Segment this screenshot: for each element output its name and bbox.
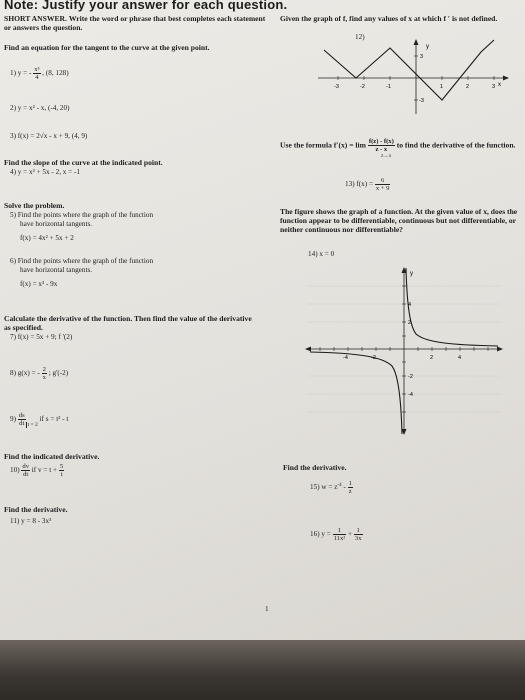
- q10-fraction2: [59, 463, 64, 478]
- question-1: [10, 66, 69, 81]
- q9-rest: if s = t² - t: [39, 415, 69, 424]
- q10-num: dv: [22, 463, 29, 470]
- g14-tick-2: 2: [430, 355, 434, 361]
- question-15: [310, 480, 353, 495]
- g14-ylabel: y: [410, 271, 413, 277]
- q8-den: x: [42, 374, 46, 381]
- g14-tick-neg4: -4: [343, 355, 348, 361]
- question-12: 12): [355, 33, 365, 41]
- q13-num: 6: [375, 177, 391, 185]
- q15-den: z: [348, 488, 352, 495]
- g14-tick-neg2: -2: [371, 355, 376, 361]
- g14-ytick-neg4: -4: [408, 392, 413, 398]
- q10-fraction: [21, 463, 30, 478]
- section-slope: Find the slope of the curve at the indicated point.: [4, 158, 163, 167]
- q16-fraction: [333, 527, 347, 542]
- table-surface: [0, 640, 525, 700]
- question-6-line2: have horizontal tangents.: [20, 266, 93, 274]
- formula-text: [280, 138, 520, 153]
- q15-num: 1: [348, 480, 352, 487]
- question-14: 14) x = 0: [308, 250, 335, 258]
- q10-den: dt: [23, 471, 29, 478]
- graph-14: [304, 266, 504, 436]
- section-calculate: Calculate the derivative of the function. Then find the value of the derivative as specified.: [4, 314, 252, 332]
- q8-rest: ; g'(-2): [48, 369, 69, 378]
- question-6-function: f(x) = x³ - 9x: [20, 280, 58, 288]
- g12-ytick-neg3: -3: [419, 98, 424, 104]
- q1-fraction: [33, 66, 40, 81]
- formula-fraction: [368, 138, 395, 153]
- q16-label: 16) y =: [310, 530, 331, 539]
- question-4: 4) y = x² + 5x - 2, x = -1: [10, 168, 81, 176]
- graph-12: [316, 38, 514, 116]
- q1-den: 4: [35, 74, 39, 81]
- q13-label: 13) f(x) =: [345, 180, 374, 189]
- question-11: 11) y = 8 - 3x³: [10, 517, 52, 525]
- q16-den2: 3x: [354, 535, 362, 542]
- q8-label: 8) g(x) = -: [10, 369, 40, 378]
- g12-xlabel: x: [498, 82, 501, 88]
- instructions: [4, 14, 274, 32]
- q8-num: 2: [42, 366, 46, 373]
- question-3: 3) f(x) = 2√x - x + 9, (4, 9): [10, 132, 88, 140]
- formula-den: z - x: [375, 146, 388, 153]
- g12-tick-neg1: -1: [386, 84, 391, 90]
- g14-tick-4: 4: [458, 355, 462, 361]
- question-5-line1: 5) Find the points where the graph of the function: [10, 211, 154, 219]
- formula-lim-sub: z→x: [381, 153, 392, 159]
- g12-x-arrow: [503, 76, 509, 81]
- question-8: [10, 366, 68, 381]
- q1-label: 1) y = -: [10, 69, 32, 78]
- instructions-heading: SHORT ANSWER.: [4, 14, 67, 23]
- given-graph-text: Given the graph of f, find any values of x at which f ′ is not defined.: [280, 14, 498, 23]
- g14-branch-left: [310, 352, 402, 434]
- g14-branch-right: [406, 268, 498, 346]
- q1-point: , (8, 128): [42, 69, 69, 78]
- formula-num: f(z) - f(x): [368, 138, 394, 145]
- question-10: [10, 463, 64, 478]
- section-tangent: Find an equation for the tangent to the curve at the given point.: [4, 43, 210, 52]
- g14-ytick-neg2: -2: [408, 374, 413, 380]
- q1-num: x³: [34, 66, 40, 73]
- q15-fraction: [348, 480, 353, 495]
- q8-fraction: [42, 366, 47, 381]
- section-solve: Solve the problem.: [4, 201, 65, 210]
- formula-pre: Use the formula f′(x) = lim: [280, 140, 366, 150]
- q15-label: 15) w = z: [310, 483, 338, 492]
- q13-den: x + 9: [375, 185, 390, 192]
- section-indicated: Find the indicated derivative.: [4, 452, 100, 461]
- g14-x-arrow-left: [305, 347, 311, 352]
- g12-tick-neg2: -2: [360, 84, 365, 90]
- q9-fraction: [18, 412, 26, 427]
- q15-exponent: -4: [337, 482, 342, 488]
- q10-label: 10): [10, 466, 20, 475]
- question-6-line1: 6) Find the points where the graph of the function: [10, 257, 154, 265]
- q9-eval-at: t = 2: [27, 422, 38, 429]
- instructions-text: Write the word or phrase that best completes each statement or answers the question.: [4, 14, 266, 32]
- g12-function-curve: [324, 40, 494, 100]
- section-derivative-2: Find the derivative.: [283, 463, 347, 472]
- formula-post-a: to find the derivative of the function.: [396, 140, 516, 150]
- q15-mid: -: [341, 483, 348, 492]
- q10-num2: 5: [59, 463, 64, 470]
- g12-tick-2: 2: [466, 84, 470, 90]
- page-number: 1: [265, 605, 269, 613]
- q16-num: 1: [333, 527, 347, 535]
- g12-ylabel: y: [426, 44, 429, 50]
- g12-y-arrow: [414, 39, 419, 45]
- g12-tick-3: 3: [492, 84, 496, 90]
- q9-num: ds: [18, 412, 25, 419]
- header-note: Note: Justify your answer for each question.: [4, 0, 288, 12]
- q10-den2: t: [60, 471, 63, 478]
- g14-x-arrow: [497, 347, 503, 352]
- question-7: 7) f(x) = 5x + 9; f '(2): [10, 333, 73, 341]
- question-13: [345, 177, 390, 192]
- question-5-function: f(x) = 4x² + 5x + 2: [20, 234, 74, 242]
- question-5-line2: have horizontal tangents.: [20, 220, 93, 228]
- g14-ytick-4: 4: [408, 302, 412, 308]
- g12-tick-neg3: -3: [334, 84, 339, 90]
- q16-fraction2: [354, 527, 363, 542]
- g14-ytick-2: 2: [408, 320, 412, 326]
- g12-tick-1: 1: [440, 84, 444, 90]
- g12-ytick-3: 3: [420, 54, 424, 60]
- q16-num2: 1: [354, 527, 363, 535]
- question-16: [310, 527, 363, 542]
- q9-den: dt: [19, 420, 25, 427]
- q9-label: 9): [10, 415, 16, 424]
- figure-text: The figure shows the graph of a function. At the given value of x, does the function appear to be differentiable, continuous but not differentiable, or neither continuous nor differentiable?: [280, 207, 518, 234]
- q10-mid: if v = t +: [31, 466, 58, 475]
- q16-den: 11x²: [333, 535, 346, 542]
- question-9: [10, 412, 68, 430]
- question-2: 2) y = x² - x, (-4, 20): [10, 104, 70, 112]
- q16-plus: +: [348, 530, 353, 539]
- q13-fraction: [375, 177, 391, 192]
- section-derivative: Find the derivative.: [4, 505, 68, 514]
